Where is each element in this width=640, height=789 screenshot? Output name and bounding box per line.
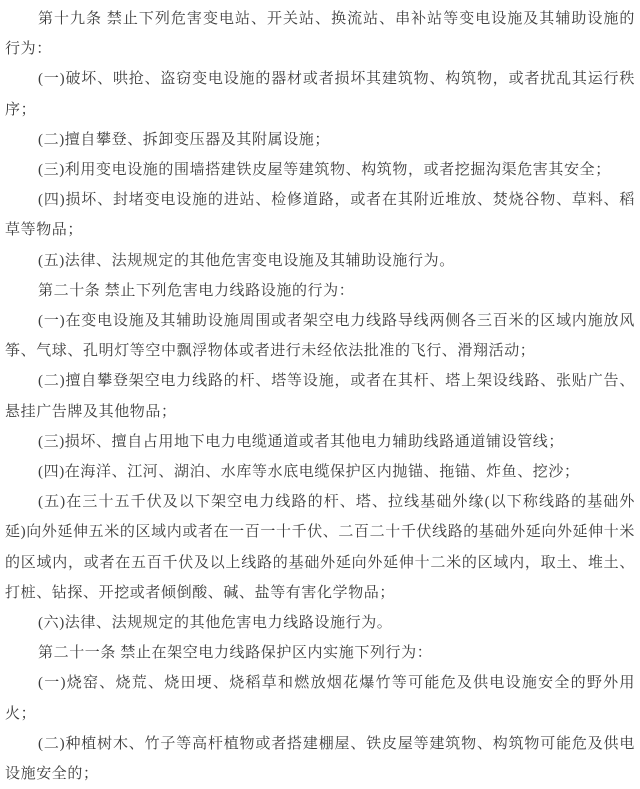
article-20-item-6: (六)法律、法规规定的其他危害电力线路设施行为。 [38, 615, 393, 632]
article-20-item-1: (一)在变电设施及其辅助设施周围或者架空电力线路导线两侧各三百米的区域内施放风筝、气球、孔明灯等空中飘浮物体或者进行未经依法批准的飞行、滑翔活动； [5, 313, 635, 360]
article-21-heading: 第二十一条 禁止在架空电力线路保护区内实施下列行为： [38, 645, 433, 662]
article-20-item-4: (四)在海洋、江河、湖泊、水库等水底电缆保护区内抛锚、拖锚、炸鱼、挖沙； [38, 464, 580, 481]
article-20-item-3: (三)损坏、擅自占用地下电力电缆通道或者其他电力辅助线路通道铺设管线； [38, 433, 564, 450]
legal-text-body [5, 4, 635, 789]
article-20-heading: 第二十条 禁止下列危害电力线路设施的行为： [38, 282, 355, 299]
article-19-item-1: (一)破坏、哄抢、盗窃变电设施的器材或者损坏其建筑物、构筑物，或者扰乱其运行秩序； [5, 71, 635, 118]
article-21-item-1: (一)烧窑、烧荒、烧田埂、烧稻草和燃放烟花爆竹等可能危及供电设施安全的野外用火； [5, 675, 635, 722]
article-19-item-2: (二)擅自攀登、拆卸变压器及其附属设施； [38, 131, 330, 148]
article-20-item-5: (五)在三十五千伏及以下架空电力线路的杆、塔、拉线基础外缘(以下称线路的基础外延)向外延伸五米的区域内或者在一百一十千伏、二百二十千伏线路的基础外延向外延伸十米的区域内，或者在五百千伏及以上线路的基础外延向外延伸十二米的区域内，取土、堆土、打桩、钻探、开挖或者倾倒酸、碱、盐等有害化学物品； [5, 494, 635, 601]
article-19-item-3: (三)利用变电设施的围墙搭建铁皮屋等建筑物、构筑物，或者挖掘沟渠危害其安全； [38, 162, 611, 179]
article-19-item-4: (四)损坏、封堵变电设施的进站、检修道路，或者在其附近堆放、焚烧谷物、草料、稻草等物品； [5, 192, 635, 239]
article-20-item-2: (二)擅自攀登架空电力线路的杆、塔等设施，或者在其杆、塔上架设线路、张贴广告、悬挂广告牌及其他物品； [5, 373, 635, 420]
article-21-item-2: (二)种植树木、竹子等高杆植物或者搭建棚屋、铁皮屋等建筑物、构筑物可能危及供电设施安全的； [5, 735, 635, 783]
article-19-heading: 第十九条 禁止下列危害变电站、开关站、换流站、串补站等变电设施及其辅助设施的行为： [5, 11, 635, 58]
article-19-item-5: (五)法律、法规规定的其他危害变电设施及其辅助设施行为。 [38, 252, 455, 269]
